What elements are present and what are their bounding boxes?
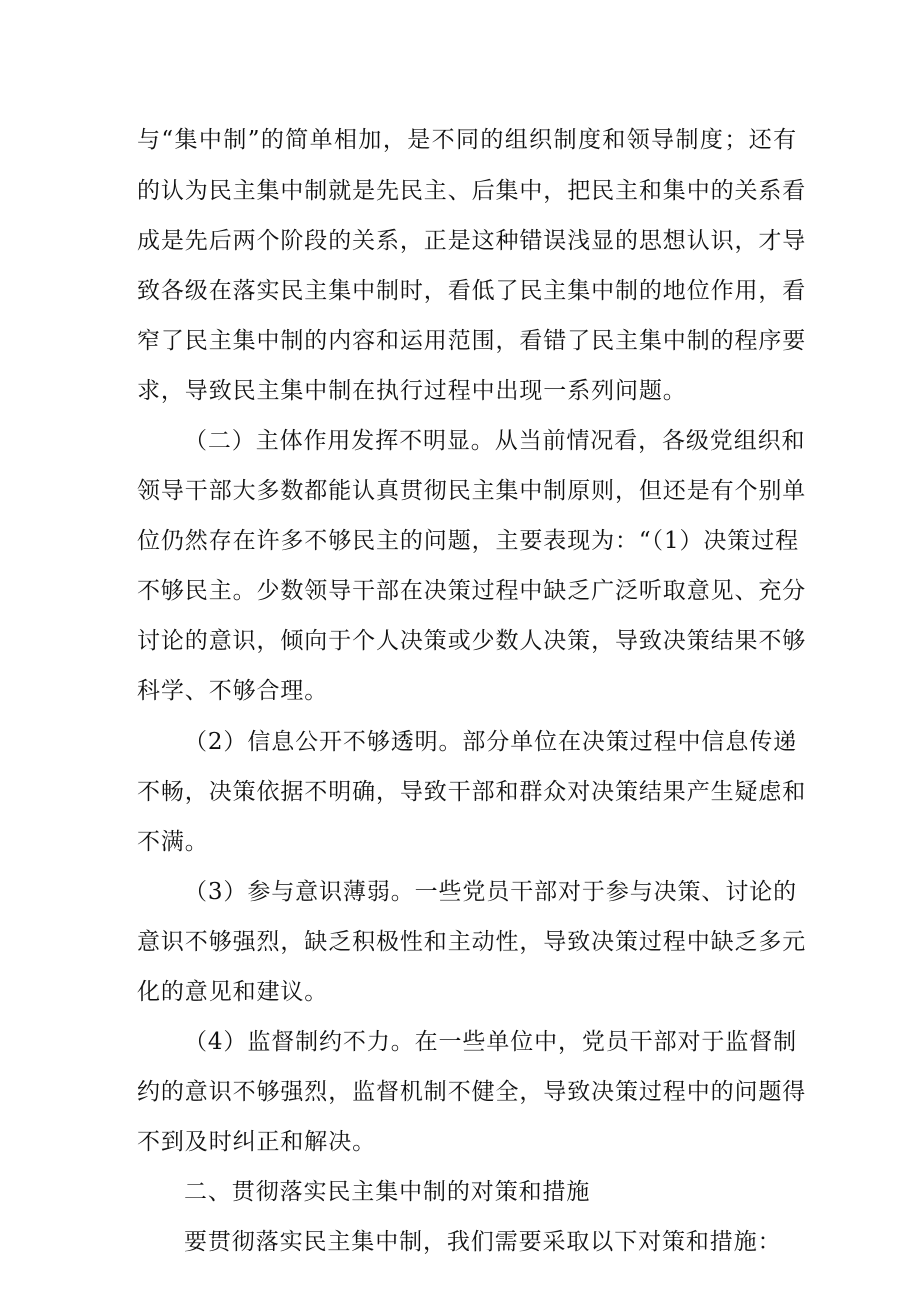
- text-line: 不畅，决策依据不明确，导致干部和群众对决策结果产生疑虑和: [137, 779, 807, 805]
- text-line: 成是先后两个阶段的关系，正是这种错误浅显的思想认识，才导: [137, 228, 807, 254]
- text-line: 不到及时纠正和解决。: [137, 1129, 376, 1155]
- list-item-line: （3）参与意识薄弱。一些党员干部对于参与决策、讨论的: [184, 879, 798, 905]
- text-line: 讨论的意识，倾向于个人决策或少数人决策，导致决策结果不够: [137, 628, 807, 654]
- text-line: 致各级在落实民主集中制时，看低了民主集中制的地位作用，看: [137, 278, 807, 304]
- text-line: 意识不够强烈，缺乏积极性和主动性，导致决策过程中缺乏多元: [137, 929, 807, 955]
- text-line: 约的意识不够强烈，监督机制不健全，导致决策过程中的问题得: [137, 1079, 807, 1105]
- text-line: 领导干部大多数都能认真贯彻民主集中制原则，但还是有个别单: [137, 478, 807, 504]
- list-item-line: （4）监督制约不力。在一些单位中，党员干部对于监督制: [184, 1029, 798, 1055]
- text-line: 科学、不够合理。: [137, 678, 329, 704]
- text-line: 求，导致民主集中制在执行过程中出现一系列问题。: [137, 378, 687, 404]
- text-line: 不满。: [137, 829, 209, 855]
- text-line: 化的意见和建议。: [137, 979, 329, 1005]
- text-line: 位仍然存在许多不够民主的问题，主要表现为：“（1）决策过程: [137, 528, 799, 554]
- paragraph-heading-line: （二）主体作用发挥不明显。从当前情况看，各级党组织和: [184, 428, 806, 454]
- section-heading: 二、贯彻落实民主集中制的对策和措施: [184, 1179, 591, 1205]
- text-line: 要贯彻落实民主集中制，我们需要采取以下对策和措施：: [184, 1229, 782, 1255]
- text-line: 的认为民主集中制就是先民主、后集中，把民主和集中的关系看: [137, 178, 807, 204]
- text-line: 窄了民主集中制的内容和运用范围，看错了民主集中制的程序要: [137, 328, 807, 354]
- text-line: 与“集中制”的简单相加，是不同的组织制度和领导制度；还有: [137, 127, 797, 153]
- text-line: 不够民主。少数领导干部在决策过程中缺乏广泛听取意见、充分: [137, 578, 807, 604]
- list-item-line: （2）信息公开不够透明。部分单位在决策过程中信息传递: [184, 729, 798, 755]
